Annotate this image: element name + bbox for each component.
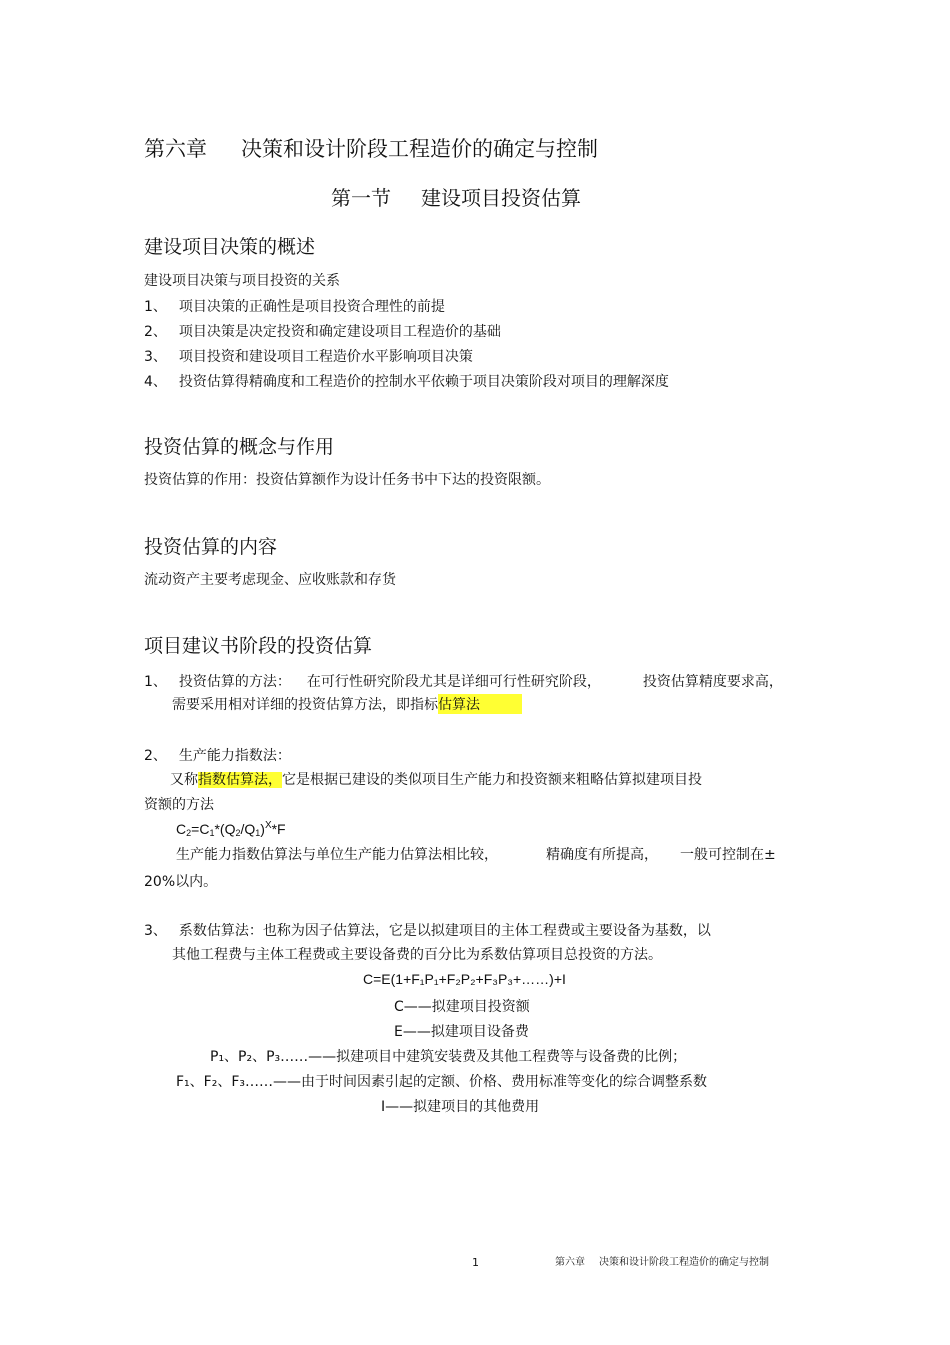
chapter-title-text: 决策和设计阶段工程造价的确定与控制 [241, 137, 598, 161]
capacity-index-formula: $C_2=C_1*(Q_2/Q_1)^X*F$ [176, 820, 286, 838]
chapter-number: 第六章 [144, 137, 207, 161]
method-3-text-a: 系数估算法：也称为因子估算法，它是以拟建项目的主体工程费或主要设备为基数，以 [178, 923, 711, 939]
method-1-text-c: 需要采用相对详细的投资估算方法，即指标 [172, 697, 438, 713]
method-3-line-2: 其他工程费与主体工程费或主要设备费的百分比为系数估算项目总投资的方法。 [172, 947, 662, 963]
item-text: 投资估算得精确度和工程造价的控制水平依赖于项目决策阶段对项目的理解深度 [178, 374, 669, 390]
formula-definition: I——拟建项目的其他费用 [381, 1099, 540, 1115]
method-2-text-d: 精确度有所提高， [546, 847, 658, 863]
footer-chapter: 第六章 [555, 1257, 585, 1268]
item-number: 2、 [144, 324, 167, 340]
item-text: 项目决策是决定投资和确定建设项目工程造价的基础 [178, 324, 501, 340]
item-number: 3、 [144, 923, 167, 939]
method-2-line-1 [170, 769, 702, 789]
item-number: 1、 [144, 674, 167, 690]
item-text: 项目投资和建设项目工程造价水平影响项目决策 [178, 349, 473, 365]
running-footer [555, 1253, 769, 1268]
estimate-content-text: 流动资产主要考虑现金、应收账款和存货 [144, 572, 396, 588]
list-item [144, 321, 501, 341]
heading-estimate-content: 投资估算的内容 [144, 536, 278, 558]
footer-title: 决策和设计阶段工程造价的确定与控制 [599, 1257, 769, 1268]
method-1-line-2 [172, 694, 522, 714]
list-item [144, 296, 445, 316]
item-text: 项目决策的正确性是项目投资合理性的前提 [178, 299, 445, 315]
decision-intro: 建设项目决策与项目投资的关系 [144, 273, 340, 289]
section-title-text: 建设项目投资估算 [421, 186, 581, 210]
list-item [144, 346, 473, 366]
method-1-text-b: 投资估算精度要求高， [642, 674, 783, 690]
method-2-line-4: 20%以内。 [144, 874, 218, 890]
method-3-line-1 [144, 920, 711, 940]
section-number: 第一节 [331, 186, 391, 210]
chapter-title [144, 133, 598, 163]
highlighted-text: 指数估算法， [198, 772, 282, 788]
section-title [331, 182, 581, 211]
item-number: 4、 [144, 374, 167, 390]
formula-definition: F₁、F₂、F₃……——由于时间因素引起的定额、价格、费用标准等变化的综合调整系数 [176, 1074, 707, 1090]
list-item [144, 371, 669, 391]
method-2-text-c: 生产能力指数估算法与单位生产能力估算法相比较， [176, 847, 498, 863]
method-2-text-b: 它是根据已建设的类似项目生产能力和投资额来粗略估算拟建项目投 [282, 772, 702, 788]
method-1-line-1 [144, 671, 783, 691]
item-number: 3、 [144, 349, 167, 365]
formula-definition: C——拟建项目投资额 [394, 999, 530, 1015]
method-2-text-a: 又称 [170, 772, 198, 788]
method-1-text-a: 在可行性研究阶段尤其是详细可行性研究阶段， [306, 674, 601, 690]
method-1-label: 投资估算的方法： [178, 674, 291, 690]
page-number: 1 [472, 1256, 479, 1269]
item-number: 2、 [144, 748, 167, 764]
method-2-title [144, 745, 291, 765]
formula-definition: E——拟建项目设备费 [394, 1024, 529, 1040]
formula-definition: P₁、P₂、P₃……——拟建项目中建筑安装费及其他工程费等与设备费的比例； [210, 1049, 687, 1065]
method-2-line-3 [176, 844, 776, 864]
heading-proposal-stage: 项目建议书阶段的投资估算 [144, 635, 373, 657]
method-2-line-2: 资额的方法 [144, 797, 214, 813]
method-2-label: 生产能力指数法： [178, 748, 291, 764]
coefficient-formula: C=E(1+F₁P₁+F₂P₂+F₃P₃+……)+I [363, 971, 566, 987]
highlighted-text: 估算法 [438, 694, 522, 714]
item-number: 1、 [144, 299, 167, 315]
method-2-text-e: 一般可控制在± [680, 847, 776, 863]
heading-decision-overview: 建设项目决策的概述 [144, 236, 316, 258]
estimate-role-text: 投资估算的作用：投资估算额作为设计任务书中下达的投资限额。 [144, 472, 550, 488]
heading-estimate-concept: 投资估算的概念与作用 [144, 436, 335, 458]
